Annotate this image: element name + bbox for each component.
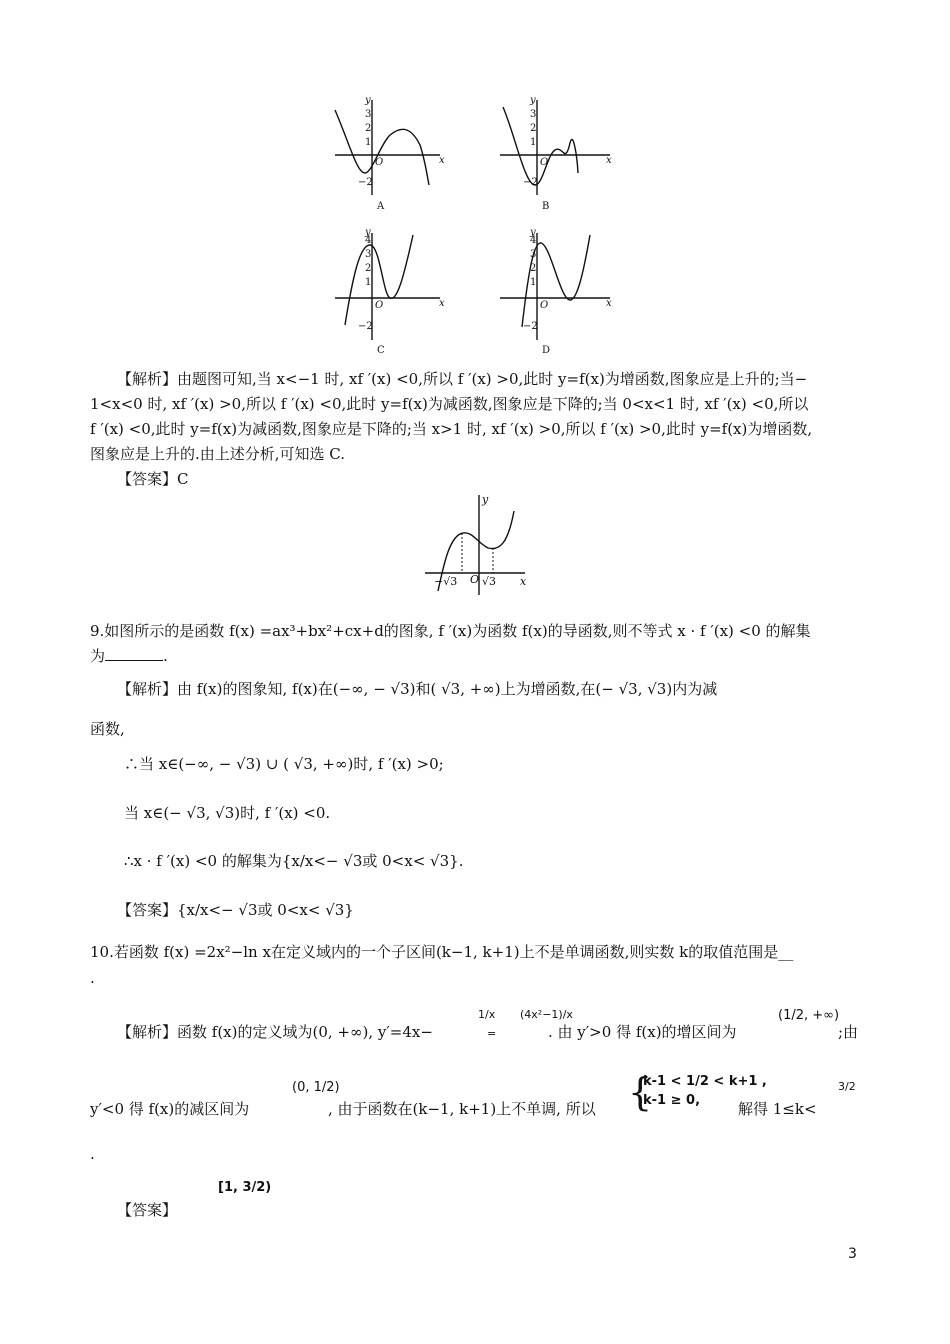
page-number: 3	[848, 1246, 857, 1262]
q8-analysis-line1: 【解析】由题图可知,当 x<−1 时, xf ′(x) <0,所以 f ′(x) >0,此时 y=f(x)为增函数,图象应是上升的;当−	[117, 370, 808, 388]
q10-question-line1: 10.若函数 f(x) =2x²−ln x在定义域内的一个子区间(k−1, k+1)上不是单调函数,则实数 k的取值范围是__	[90, 943, 794, 961]
graph-a-label: A	[377, 201, 385, 212]
svg-text:1: 1	[365, 137, 372, 148]
svg-text:y: y	[365, 227, 371, 238]
svg-text:2: 2	[530, 123, 537, 134]
svg-text:3: 3	[530, 249, 537, 260]
q8-answer: 【答案】C	[117, 470, 189, 488]
svg-text:x: x	[520, 575, 527, 588]
q10-system-line2: k-1 ≥ 0,	[643, 1093, 701, 1108]
svg-text:4: 4	[365, 235, 372, 246]
q8-analysis-line3: f ′(x) <0,此时 y=f(x)为减函数,图象应是下降的;当 x>1 时, xf ′(x) >0,所以 f ′(x) >0,此时 y=f(x)为增函数,	[90, 420, 813, 438]
q9-question-line2: 为 .	[90, 647, 168, 665]
q10-frac-derivative: (4x²−1)/x	[520, 1008, 573, 1021]
q9-cubic-graph	[420, 493, 532, 598]
graph-b-label: B	[542, 201, 550, 212]
q9-analysis-line4: 当 x∈(− √3, √3)时, f ′(x) <0.	[124, 804, 331, 822]
svg-text:O: O	[470, 573, 480, 586]
q10-increasing-interval: (1/2, +∞)	[778, 1008, 840, 1023]
svg-text:1: 1	[530, 137, 537, 148]
svg-text:x: x	[606, 155, 612, 166]
q9-analysis-line1: 【解析】由 f(x)的图象知, f(x)在(−∞, − √3)和( √3, +∞)上为增函数,在(− √3, √3)内为减	[117, 680, 718, 698]
svg-text:−2: −2	[523, 321, 538, 332]
q10-analysis-c: ;由	[838, 1023, 859, 1041]
svg-text:O: O	[375, 300, 384, 311]
q10-analysis-f: 解得 1≤k<	[738, 1100, 817, 1118]
svg-text:y: y	[365, 95, 371, 106]
svg-text:3: 3	[365, 249, 372, 260]
svg-text:O: O	[540, 300, 549, 311]
q10-system-line1: k-1 < 1/2 < k+1 ,	[643, 1074, 767, 1089]
svg-text:y: y	[482, 493, 489, 506]
q10-decreasing-interval: (0, 1/2)	[292, 1080, 340, 1095]
svg-text:2: 2	[365, 123, 372, 134]
q10-eq: =	[487, 1027, 497, 1040]
q9-analysis-line5: ∴x · f ′(x) <0 的解集为{x/x<− √3或 0<x< √3}.	[124, 852, 464, 870]
q8-analysis-line4: 图象应是上升的.由上述分析,可知选 C.	[90, 445, 346, 463]
svg-text:O: O	[375, 157, 384, 168]
graph-c-label: C	[377, 345, 385, 356]
svg-text:x: x	[606, 298, 612, 309]
svg-text:3: 3	[365, 109, 372, 120]
q9-pos-root-label: √3	[482, 575, 497, 588]
q10-question-line1-end: .	[90, 969, 95, 987]
q10-analysis-e: , 由于函数在(k−1, k+1)上不单调, 所以	[328, 1100, 596, 1118]
svg-text:2: 2	[530, 263, 537, 274]
q10-analysis-a: 【解析】函数 f(x)的定义域为(0, +∞), y′=4x−	[117, 1023, 433, 1041]
q9-answer: 【答案】{x/x<− √3或 0<x< √3}	[117, 901, 354, 919]
svg-text:x: x	[439, 155, 445, 166]
q8-analysis-line2: 1<x<0 时, xf ′(x) >0,所以 f ′(x) <0,此时 y=f(x)为减函数,图象应是下降的;当 0<x<1 时, xf ′(x) <0,所以	[90, 395, 809, 413]
q10-answer-label: 【答案】	[117, 1201, 178, 1219]
q9-neg-root-label: −√3	[434, 575, 458, 588]
svg-text:y: y	[530, 227, 536, 238]
option-graphs	[325, 95, 625, 360]
q10-analysis-b: . 由 y′>0 得 f(x)的增区间为	[548, 1023, 737, 1041]
q9-question-line1: 9.如图所示的是函数 f(x) =ax³+bx²+cx+d的图象, f ′(x)为函数 f(x)的导函数,则不等式 x · f ′(x) <0 的解集	[90, 622, 811, 640]
svg-text:−2: −2	[358, 321, 373, 332]
svg-text:x: x	[439, 298, 445, 309]
svg-text:4: 4	[530, 235, 537, 246]
q9-answer-blank	[105, 646, 163, 661]
svg-text:−2: −2	[523, 177, 538, 188]
svg-text:3: 3	[530, 109, 537, 120]
svg-text:y: y	[530, 95, 536, 106]
q10-answer-value: [1, 3/2)	[218, 1180, 272, 1195]
q9-analysis-line3: ∴当 x∈(−∞, − √3) ∪ ( √3, +∞)时, f ′(x) >0;	[124, 755, 444, 773]
q10-analysis-d: y′<0 得 f(x)的减区间为	[90, 1100, 250, 1118]
svg-text:1: 1	[365, 277, 372, 288]
svg-text:1: 1	[530, 277, 537, 288]
svg-text:2: 2	[365, 263, 372, 274]
svg-text:O: O	[540, 157, 549, 168]
q10-frac-1-over-x: 1/x	[478, 1008, 496, 1021]
q10-frac-three-halves: 3/2	[838, 1080, 856, 1093]
q9-analysis-line2: 函数,	[90, 720, 125, 738]
svg-text:−2: −2	[358, 177, 373, 188]
graph-d-label: D	[542, 345, 551, 356]
q10-system-brace: {	[628, 1070, 653, 1114]
q10-end-dot: .	[90, 1145, 95, 1163]
